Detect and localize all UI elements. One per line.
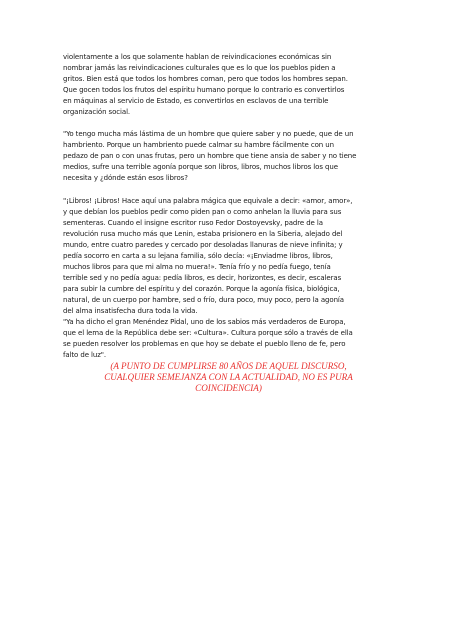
red-italic-note: (A PUNTO DE CUMPLIRSE 80 AÑOS DE AQUEL DISCURSO, CUALQUIER SEMEJANZA CON LA ACTUALIDAD, NO ES PURA COINCIDENCIA) <box>104 361 353 393</box>
paragraph-3: "¡Libros! ¡Libros! Hace aquí una palabra mágica que equivale a decir: «amor, amor», y que debían los pueblos pedir como piden pan o como anhelan la lluvia para sus sementeras. Cuando el insigne escritor ruso Fedor Dostoyevsky, padre de la revolución rusa mucho más que Lenin, estaba prisionero en la Siberia, alejado del mundo, entre cuatro paredes y cercado por desoladas llanuras de nieve infinita; y pedía socorro en carta a su lejana familia, sólo decía: «¡Enviadme libros, libros, muchos libros para que mi alma no muera!». Tenía frío y no pedía fuego, tenía terrible sed y no pedía agua: pedía libros, es decir, horizontes, es decir, escaleras para subir la cumbre del espíritu y del corazón. Porque la agonía física, biológica, natural, de un cuerpo por hambre, sed o frío, dura poco, muy poco, pero la agonía del alma insatisfecha dura toda la vida. <box>63 197 353 315</box>
paragraph-4: "Ya ha dicho el gran Menéndez Pidal, uno de los sabios más verdaderos de Europa, que el lema de la República debe ser: «Cultura». Cultura porque sólo a través de ella se pueden resolver los problemas en que hoy se debate el pueblo lleno de fe, pero falto de luz". <box>63 318 353 359</box>
paragraph-2: "Yo tengo mucha más lástima de un hombre que quiere saber y no puede, que de un hambriento. Porque un hambriento puede calmar su hambre fácilmente con un pedazo de pan o con unas frutas, pero un hombre que tiene ansia de saber y no tiene medios, sufre una terrible agonía porque son libros, libros, muchos libros los que necesita y ¿dónde están esos libros? <box>63 130 357 182</box>
paragraph-1: violentamente a los que solamente hablan de reivindicaciones económicas sin nombrar jamás las reivindicaciones culturales que es lo que los pueblos piden a gritos. Bien está que todos los hombres coman, pero que todos los hombres sepan. Que gocen todos los frutos del espíritu humano porque lo contrario es convertirlos en máquinas al servicio de Estado, es convertirlos en esclavos de una terrible organización social. <box>63 53 348 116</box>
